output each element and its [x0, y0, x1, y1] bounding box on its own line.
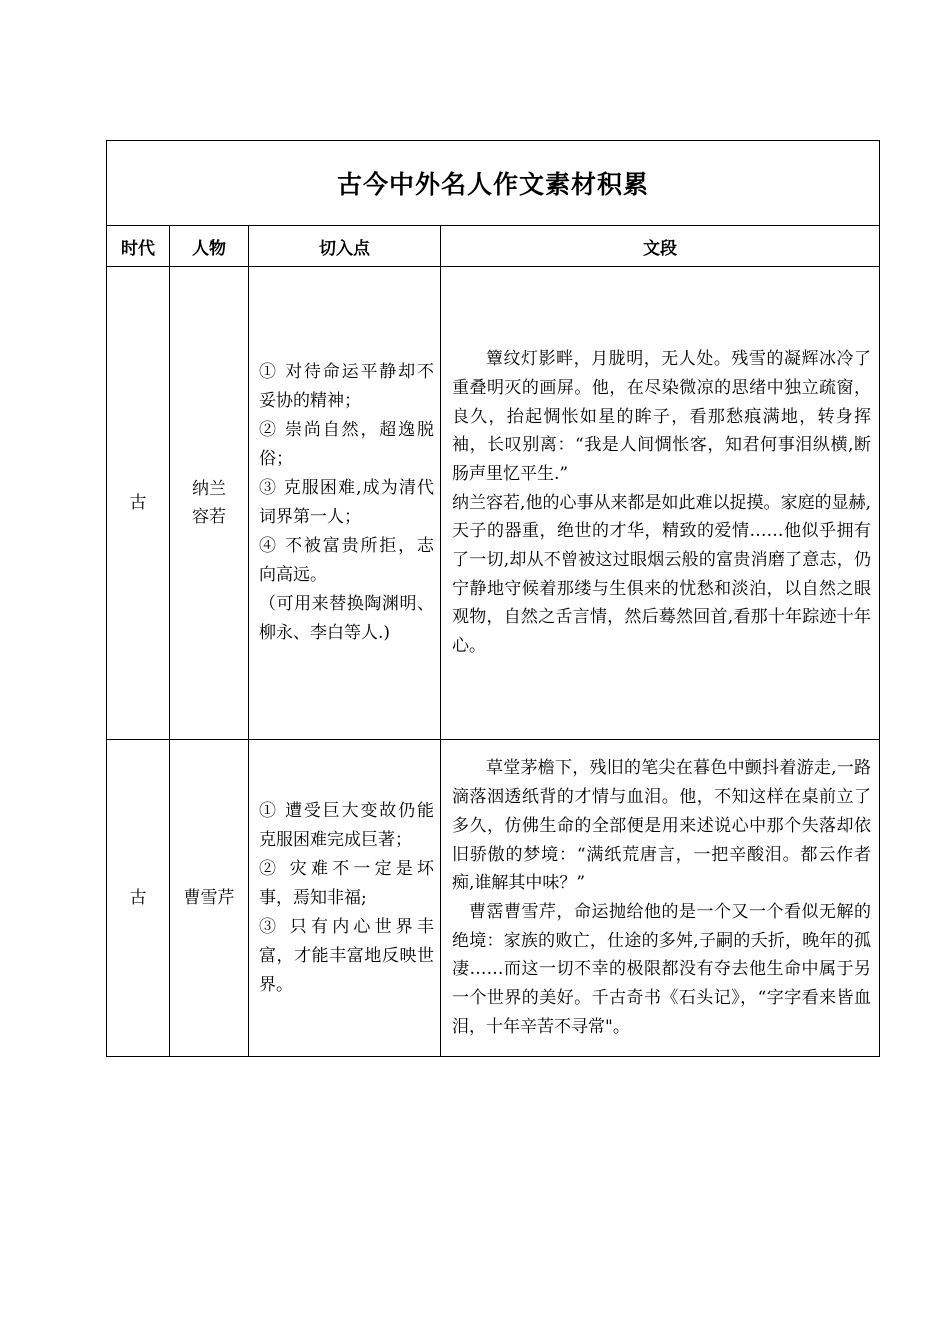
passage-paragraph: 草堂茅檐下，残旧的笔尖在暮色中颤抖着游走,一路滴落洇透纸背的才情与血泪。他，不知这样在桌前立了多久，仿佛生命的全部便是用来述说心中那个失落却依旧骄傲的梦境：“满纸荒唐言，一把辛酸泪。都云作者痴,谁解其中味？” [452, 758, 872, 894]
angle-item: ② 灾难不一定是坏事，焉知非福; [259, 858, 434, 908]
era-cell: 古 [107, 267, 170, 740]
person-cell: 曹雪芹 [170, 740, 249, 1057]
material-table [106, 140, 880, 1057]
passage-paragraph: 簟纹灯影畔，月胧明，无人处。残雪的凝辉冰冷了重叠明灭的画屏。他，在尽染微凉的思绪中独立疏窗，良久，抬起惆怅如星的眸子，看那愁痕满地，转身挥袖，长叹别离：“我是人间惆怅客，知君何事泪纵横,断肠声里忆平生.” [452, 349, 872, 484]
angle-item: ① 对待命运平静却不妥协的精神； [259, 362, 434, 411]
person-name-line: 纳兰 [192, 479, 226, 499]
header-passage: 文段 [441, 226, 880, 267]
angle-item: ③ 只有内心世界丰富，才能丰富地反映世界。 [259, 916, 434, 995]
document-title: 古今中外名人作文素材积累 [107, 141, 880, 226]
era-cell: 古 [107, 740, 170, 1057]
angle-cell [249, 740, 441, 1057]
header-angle: 切入点 [249, 226, 441, 267]
angle-note: （可用来替换陶渊明、柳永、李白等人.) [259, 594, 434, 643]
angle-item: ② 崇尚自然，超逸脱俗； [259, 420, 434, 469]
angle-item: ④ 不被富贵所拒，志向高远。 [259, 536, 434, 585]
passage-cell [441, 740, 880, 1057]
passage-paragraph: 纳兰容若,他的心事从来都是如此难以捉摸。家庭的显赫,天子的器重，绝世的才华，精致的爱情……他似乎拥有了一切,却从不曾被这过眼烟云般的富贵消磨了意志，仍宁静地守候着那缕与生俱来的忧愁和淡泊，以自然之眼观物，自然之舌言情，然后蓦然回首,看那十年踪迹十年心。 [452, 492, 872, 657]
table-row [107, 740, 880, 1057]
header-era: 时代 [107, 226, 170, 267]
angle-cell [249, 267, 441, 740]
person-cell [170, 267, 249, 740]
passage-paragraph: 曹霑曹雪芹，命运抛给他的是一个又一个看似无解的绝境：家族的败亡，仕途的多舛,子嗣的夭折，晚年的孤凄……而这一切不幸的极限都没有夺去他生命中属于另一个世界的美好。千古奇书《石头记》，“字字看来皆血泪，十年辛苦不寻常"。 [452, 902, 872, 1037]
angle-item: ③ 克服困难,成为清代词界第一人； [259, 478, 434, 527]
passage-cell [441, 267, 880, 740]
person-name-line: 容若 [192, 507, 226, 527]
header-person: 人物 [170, 226, 249, 267]
table-row [107, 267, 880, 740]
angle-item: ① 遭受巨大变故仍能克服困难完成巨著； [259, 800, 434, 850]
